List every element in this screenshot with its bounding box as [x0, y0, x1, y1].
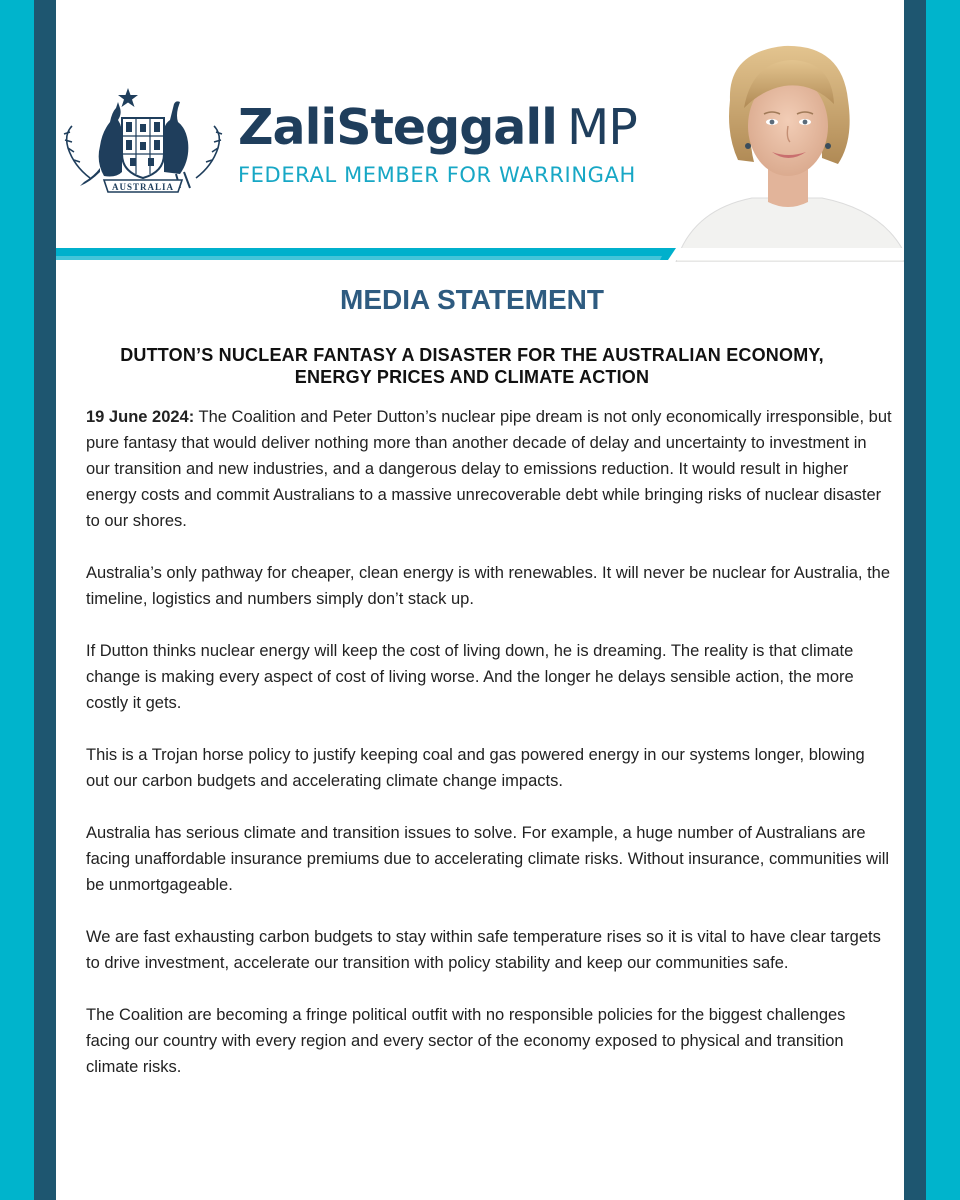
electorate-subtitle: FEDERAL MEMBER FOR WARRINGAH [238, 163, 636, 187]
header-divider-bar [56, 248, 904, 260]
headline-line-2: ENERGY PRICES AND CLIMATE ACTION [294, 367, 650, 387]
mp-first-name: Zali [238, 99, 337, 156]
paragraph-1 [86, 404, 892, 534]
headline-line-1: DUTTON’S NUCLEAR FANTASY A DISASTER FOR THE AUSTRALIAN ECONOMY, [120, 345, 824, 365]
paragraph-4: This is a Trojan horse policy to justify keeping coal and gas powered energy in our systems longer, blowing out our carbon budgets and accelerating climate change impacts. [86, 746, 865, 790]
statement-headline [80, 344, 864, 388]
mp-name [238, 100, 637, 156]
frame-right-band [904, 0, 926, 1200]
paragraph-1-text: The Coalition and Peter Dutton’s nuclear pipe dream is not only economically irresponsible, but pure fantasy that would deliver nothing more than another decade of delay and uncertainty to investment in our transition and new industries, and a dangerous delay to emissions reduction. It would result in higher energy costs and commit Australians to a massive unrecoverable debt while bringing risks of nuclear disaster to our shores. [86, 408, 892, 530]
paragraph-6: We are fast exhausting carbon budgets to stay within safe temperature rises so it is vital to have clear targets to drive investment, accelerate our transition with policy stability and keep our communities safe. [86, 928, 881, 972]
australian-coat-of-arms-icon [60, 82, 226, 196]
paragraph-7: The Coalition are becoming a fringe political outfit with no responsible policies for the biggest challenges facing our country with every region and every sector of the economy exposed to physical and transition climate risks. [86, 1006, 846, 1076]
statement-date: 19 June 2024: [86, 408, 195, 426]
paragraph-3: If Dutton thinks nuclear energy will keep the cost of living down, he is dreaming. The reality is that climate change is making every aspect of cost of living worse. And the longer he delays sensible action, the more costly it gets. [86, 642, 854, 712]
crest-motto: AUSTRALIA [111, 182, 175, 192]
paragraph-5: Australia has serious climate and transition issues to solve. For example, a huge number of Australians are facing unaffordable insurance premiums due to accelerating climate risks. Without insurance, communities will be unmortgageable. [86, 824, 890, 894]
mp-suffix: MP [566, 99, 637, 156]
paragraph-2: Australia’s only pathway for cheaper, clean energy is with renewables. It will never be nuclear for Australia, the timeline, logistics and numbers simply don’t stack up. [86, 564, 891, 608]
media-statement-page [56, 0, 904, 1200]
page-title: MEDIA STATEMENT [340, 284, 604, 315]
frame-left-band [34, 0, 56, 1200]
statement-body [86, 404, 892, 1106]
mp-last-name: Steggall [336, 99, 557, 156]
mp-portrait-photo [672, 30, 904, 262]
